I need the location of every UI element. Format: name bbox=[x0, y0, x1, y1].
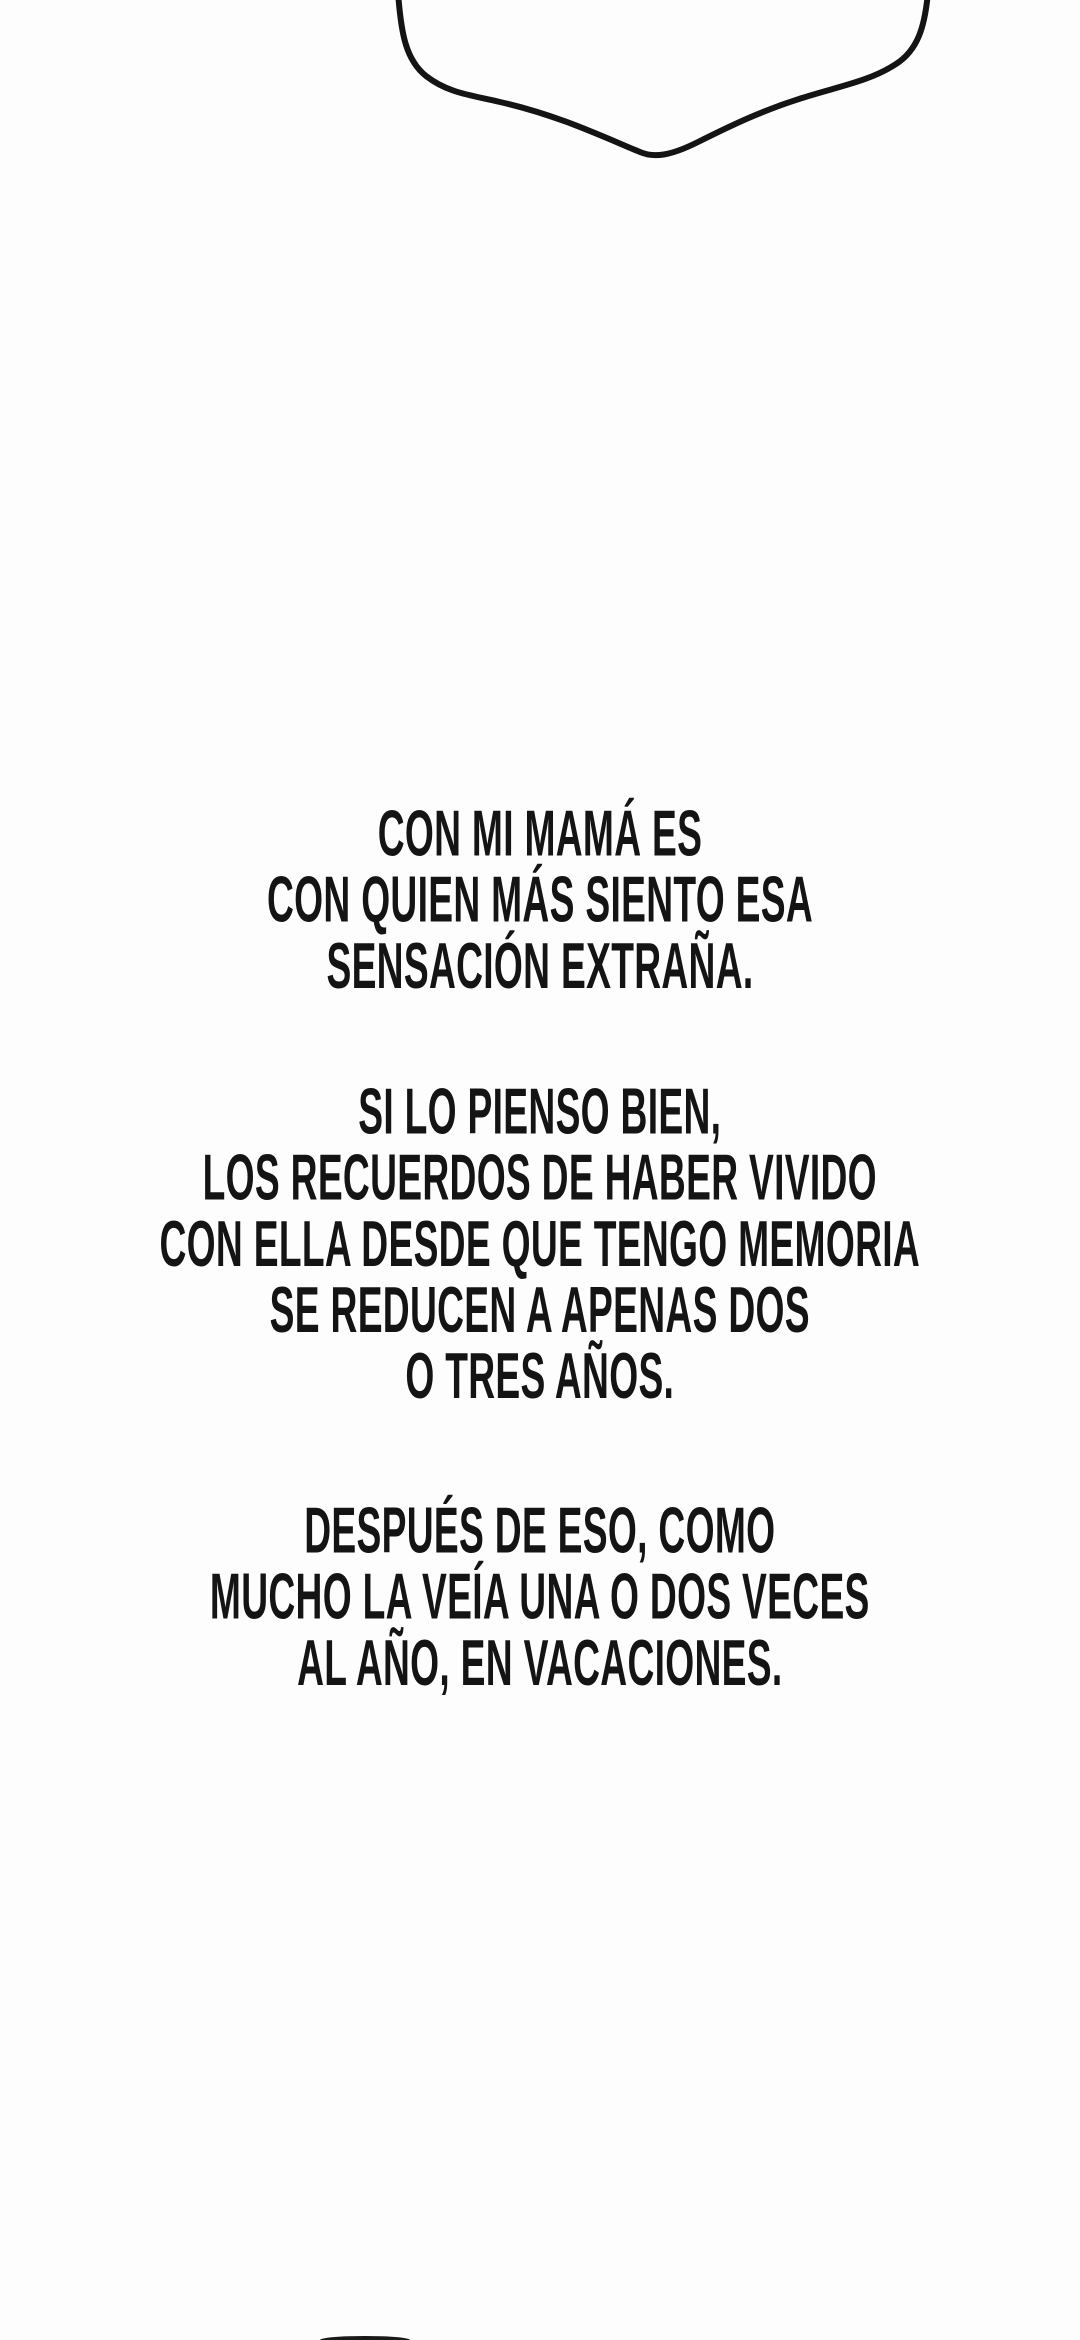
narration-block-1-text bbox=[266, 797, 813, 1003]
thought-bubble-outline bbox=[0, 0, 1080, 175]
narration-line: SENSACIÓN EXTRAÑA. bbox=[326, 930, 754, 1003]
narration-block-2-text bbox=[159, 1075, 921, 1413]
narration-line: O TRES AÑOS. bbox=[405, 1340, 675, 1413]
narration-line: AL AÑO, EN VACACIONES. bbox=[297, 1627, 783, 1700]
narration-line: CON ELLA DESDE QUE TENGO MEMORIA bbox=[159, 1208, 921, 1281]
narration-line: CON QUIEN MÁS SIENTO ESA bbox=[266, 864, 813, 937]
narration-block-2 bbox=[0, 1075, 1080, 1413]
narration-block-3-text bbox=[210, 1494, 870, 1700]
narration-block-3 bbox=[0, 1494, 1080, 1700]
narration-line: SI LO PIENSO BIEN, bbox=[358, 1075, 722, 1149]
next-panel-edge bbox=[320, 2336, 410, 2340]
narration-line: CON MI MAMÁ ES bbox=[377, 797, 703, 871]
narration-line: SE REDUCEN A APENAS DOS bbox=[269, 1274, 811, 1347]
narration-line: DESPUÉS DE ESO, COMO bbox=[304, 1494, 776, 1568]
narration-block-1 bbox=[0, 797, 1080, 1003]
narration-line: MUCHO LA VEÍA UNA O DOS VECES bbox=[210, 1561, 870, 1634]
narration-line: LOS RECUERDOS DE HABER VIVIDO bbox=[202, 1142, 878, 1215]
